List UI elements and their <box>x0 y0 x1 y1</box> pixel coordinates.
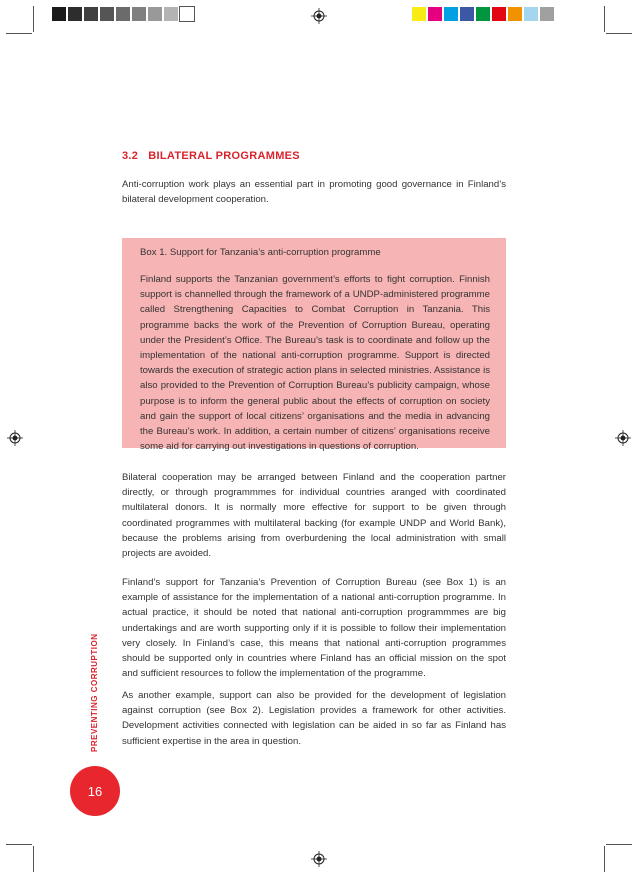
registration-target-icon <box>7 430 23 446</box>
color-swatch <box>428 7 442 21</box>
registration-target-icon <box>615 430 631 446</box>
color-swatch <box>492 7 506 21</box>
body-paragraph: Finland’s support for Tanzania’s Prevention of Corruption Bureau (see Box 1) is an example of assistance for the implementation of a national anti-corruption programme. In actual practice, it should be noted that national anti-corruption programmmes are big undertakings and are worth supporting only if it is possible to follow their implementation very closely. In Finland’s case, this means that national anti-corruption programmes should be supported only in countries where Finland has an official mission on the spot and sufficient resources to follow the implementation of the programme. <box>122 577 506 680</box>
gray-swatch <box>84 7 98 21</box>
color-swatch <box>524 7 538 21</box>
box-title: Box 1. Support for Tanzania’s anti-corruption programme <box>140 247 381 258</box>
gray-swatch <box>116 7 130 21</box>
crop-mark <box>33 6 34 32</box>
intro-paragraph: Anti-corruption work plays an essential part in promoting good governance in Finland’s bilateral development cooperation. <box>122 179 506 206</box>
side-section-label: PREVENTING CORRUPTION <box>90 633 99 752</box>
body-paragraph: As another example, support can also be provided for the development of legislation against corruption (see Box 2). Legislation provides a framework for other activities. Development activities connected with legislation can be aided in so far as Finland has sufficient expertise in the area in question. <box>122 690 506 747</box>
color-swatch <box>508 7 522 21</box>
section-heading <box>122 150 300 162</box>
gray-swatch <box>100 7 114 21</box>
color-swatch <box>476 7 490 21</box>
gray-swatch <box>68 7 82 21</box>
section-title: BILATERAL PROGRAMMES <box>148 150 300 162</box>
registration-target-icon <box>311 8 327 24</box>
gray-swatch <box>148 7 162 21</box>
color-bar <box>412 7 556 21</box>
page-number-badge <box>70 766 120 816</box>
crop-mark <box>6 33 32 34</box>
gray-swatch <box>164 7 178 21</box>
crop-mark <box>6 844 32 845</box>
page-number: 16 <box>87 783 103 799</box>
grayscale-bar <box>52 7 196 21</box>
color-swatch <box>412 7 426 21</box>
section-number: 3.2 <box>122 150 139 162</box>
crop-mark <box>604 846 605 872</box>
color-swatch <box>460 7 474 21</box>
body-paragraph: Bilateral cooperation may be arranged between Finland and the cooperation partner directly, or through programmmes for individual countries aranged with coordinated multilateral donors. It is normally more effective for support to be given through coordinated programmes with multilateral backing (for example UNDP and World Bank), because the problems arising from overburdening the local administration with small projects are avoided. <box>122 472 506 560</box>
color-swatch <box>444 7 458 21</box>
crop-mark <box>604 6 605 32</box>
box-body: Finland supports the Tanzanian government’s efforts to fight corruption. Finnish support is channelled through the framework of a UNDP-administered programme called Strengthening Capacities to Combat Corruption in Tanzania. This programme backs the work of the Prevention of Corruption Bureau, operating under the President’s Office. The Bureau’s task is to coordinate and follow up the implementation of the national anti-corruption programme. Support is directed towards the execution of strategic action plans in selected ministries. Assistance is also provided to the Prevention of Corruption Bureau’s publicity campaign, whose purpose is to inform the general public about the effects of corruption on society and gain the support of local citizens’ organisations and the media in advancing the Bureau’s work. In addition, a certain number of citizens’ organisations receive some aid for carrying out investigations in questions of corruption. <box>140 274 490 453</box>
crop-mark <box>606 844 632 845</box>
color-swatch <box>540 7 554 21</box>
registration-target-icon <box>311 851 327 867</box>
gray-swatch <box>132 7 146 21</box>
gray-swatch <box>52 7 66 21</box>
crop-mark <box>33 846 34 872</box>
crop-mark <box>606 33 632 34</box>
gray-swatch <box>180 7 194 21</box>
